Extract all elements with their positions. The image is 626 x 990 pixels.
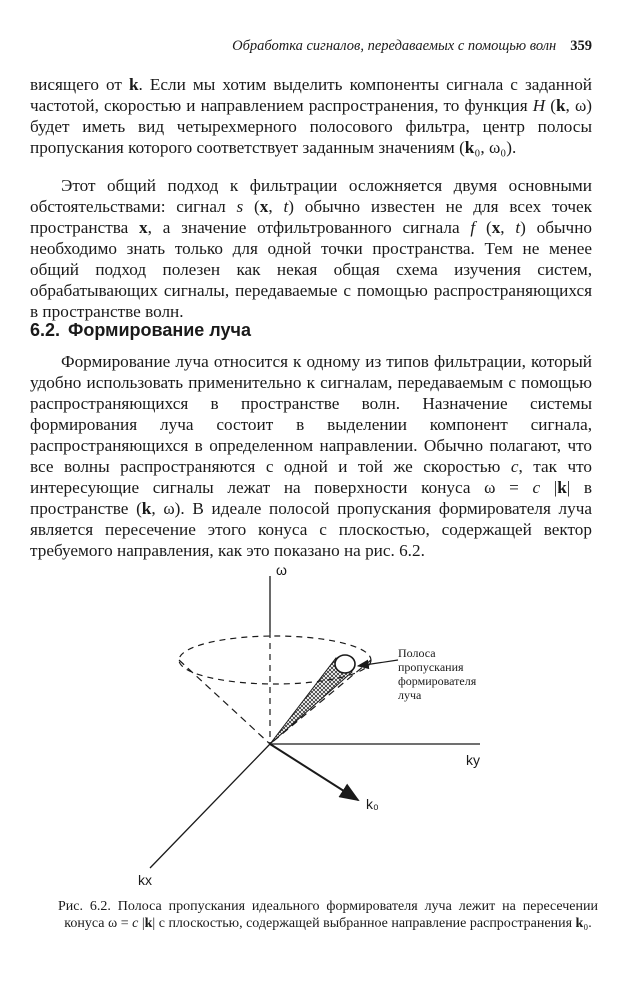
annotation-leader	[358, 660, 398, 666]
annotation-line: пропускания	[398, 660, 464, 674]
cone-diagram	[120, 560, 520, 890]
italic-symbol-t: t	[283, 197, 289, 216]
text-run: Формирование луча относится к одному из типов фильтрации, который удобно использовать применительно к сигналам, передаваемым с помощью распространяющихся в пространстве волн. Назначение системы формирования луча состоит в выделении компонент сигнала, распространяющихся в определенном направлении. Обычно полагают, что все волны распространяются с одной и той же скоростью	[30, 352, 592, 476]
ky-axis-label: ky	[466, 752, 480, 768]
annotation-line: формирователя	[398, 674, 477, 688]
annotation-line: луча	[398, 688, 422, 702]
italic-symbol-t: t	[515, 218, 521, 237]
kx-axis	[150, 744, 270, 868]
figure-caption	[58, 898, 598, 932]
text-run: ,	[500, 218, 516, 237]
bold-symbol-k: k	[575, 916, 584, 931]
bold-symbol-k: k	[128, 75, 139, 94]
running-head-title: Обработка сигналов, передаваемых с помощью волн	[232, 38, 557, 54]
text-run: ) обычно известен не для всех точек пространства	[30, 197, 593, 237]
bold-symbol-x: x	[139, 218, 148, 237]
page-number: 359	[570, 38, 592, 54]
running-head	[30, 38, 592, 58]
text-run: ) обычно необходимо знать только для одной точки пространства. Тем не менее общий подход полезен как некая общая схема изучения систем, обрабатывающих сигналы, передаваемые с помощью распространяющихся в пространстве волн.	[30, 218, 592, 321]
italic-symbol-c: c	[132, 916, 139, 931]
text-run: |	[540, 478, 558, 497]
bold-symbol-k: k	[141, 499, 152, 518]
k0-vector	[270, 744, 358, 800]
cone-edge-right	[270, 660, 371, 744]
paragraph-1	[30, 74, 592, 158]
figure-6-2	[120, 560, 520, 890]
text-run: ,	[268, 197, 284, 216]
passband-circle	[335, 655, 355, 673]
text-run: Этот общий подход к фильтрации осложняется двумя основными обстоятельствами: сигнал	[30, 176, 592, 216]
bold-symbol-k: k	[555, 96, 566, 115]
passband-annotation	[398, 646, 508, 702]
italic-symbol-s: s	[236, 197, 244, 216]
section-title: Формирование луча	[68, 320, 251, 340]
section-heading	[30, 320, 251, 341]
italic-symbol-c: c	[532, 478, 541, 497]
italic-symbol-f: f	[470, 218, 476, 237]
bold-symbol-k: k	[144, 916, 153, 931]
caption-text: Рис. 6.2. Полоса пропускания идеального формирователя луча лежит на пересечении конуса ω =	[58, 899, 598, 931]
text-run: , так что интересующие сигналы лежат на поверхности конуса ω =	[30, 457, 592, 497]
k0-vector-label: k₀	[366, 796, 379, 812]
italic-symbol-c: c	[510, 457, 519, 476]
text-run: (	[475, 218, 492, 237]
text-run: (	[545, 96, 556, 115]
annotation-line: Полоса	[398, 646, 436, 660]
paragraph-3	[30, 351, 592, 561]
text-run: . Если мы хотим выделить компоненты сигнала с заданной частотой, скоростью и направлением распространения, то функция	[30, 75, 592, 115]
bold-symbol-k: k	[464, 138, 475, 157]
bold-symbol-k: k	[557, 478, 567, 497]
text-run: (	[243, 197, 260, 216]
text-run: висящего от	[30, 75, 129, 94]
bold-symbol-x: x	[491, 218, 501, 237]
text-run: , ω) будет иметь вид четырехмерного полосового фильтра, центр полосы пропускания которого соответствует заданным значениям (	[30, 96, 592, 157]
cone-edge-left	[179, 660, 270, 744]
italic-symbol-H: H	[532, 96, 546, 115]
bold-symbol-x: x	[259, 197, 269, 216]
text-run: , а значение отфильтрованного сигнала	[147, 218, 471, 237]
caption-text: |	[138, 916, 145, 931]
caption-text: ₀.	[583, 916, 592, 931]
text-run: , ω). В идеале полосой пропускания формирователя луча является пересечение этого конуса с плоскостью, содержащей вектор требуемого направления, как это показано на рис. 6.2.	[30, 499, 592, 560]
kx-axis-label: kx	[138, 872, 152, 888]
text-run: ₀, ω₀).	[474, 138, 517, 157]
section-number: 6.2.	[30, 320, 61, 340]
omega-axis-label: ω	[276, 562, 287, 578]
paragraph-2	[30, 175, 592, 322]
caption-text: | с плоскостью, содержащей выбранное направление распространения	[152, 916, 576, 931]
text-run: | в пространстве (	[30, 478, 592, 518]
